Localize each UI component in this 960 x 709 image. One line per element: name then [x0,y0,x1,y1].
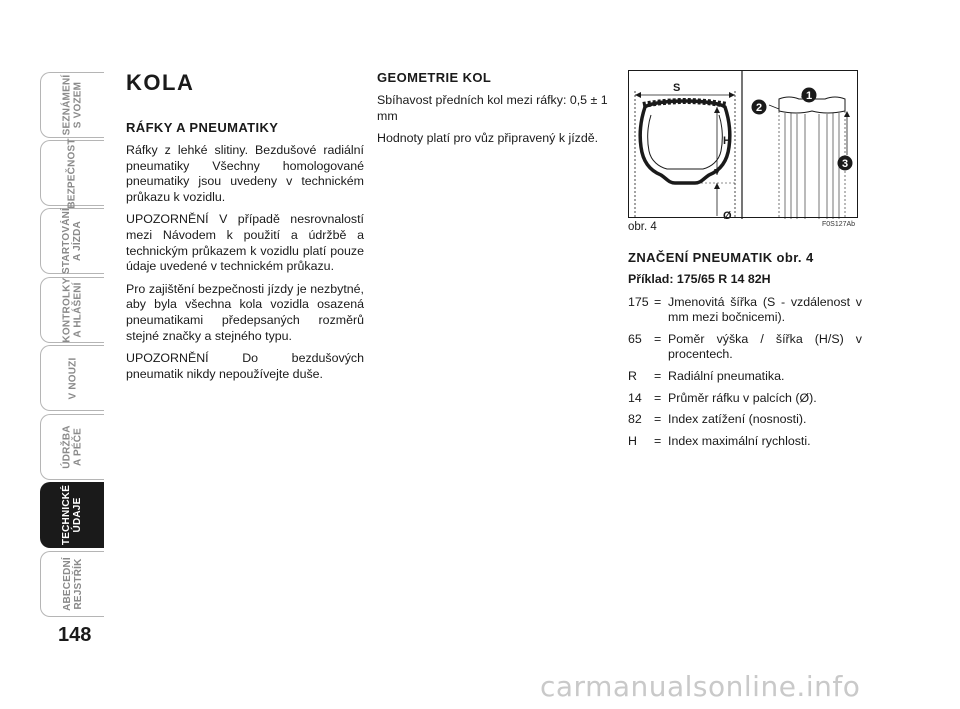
item-eq: = [654,294,662,309]
page-title: KOLA [126,70,195,95]
item-desc: Index zatížení (nosnosti). [668,412,807,427]
section-heading-znaceni: ZNAČENÍ PNEUMATIK obr. 4 [628,250,814,265]
callout-3: 3 [841,158,849,170]
paragraph: UPOZORNĚNÍ V případě nesrovnalostí mezi Návodem k použití a údržbě a technickým průkazem k vozidlu platí pouze údaje uvedené v technickém průkazu. [126,212,364,274]
tab-label: SEZNÁMENÍ S VOZEM [61,74,84,136]
tab-v-nouzi[interactable] [40,345,104,411]
list-item [628,369,862,385]
label-h: H [723,135,731,147]
list-item [628,412,862,428]
tab-startovani-a-jizda[interactable] [40,208,104,274]
tire-marking-section [628,250,862,455]
list-item [628,295,862,326]
paragraph: Hodnoty platí pro vůz připravený k jízdě. [377,131,599,146]
item-desc: Index maximální rychlosti. [668,433,811,448]
section-heading-rafky: RÁFKY A PNEUMATIKY [126,120,279,135]
label-s: S [673,82,681,94]
paragraph: UPOZORNĚNÍ Do bezdušových pneumatik nikdy nepoužívejte duše. [126,351,364,381]
tab-abecedni-rejstrik[interactable] [40,551,104,617]
figure-caption: obr. 4 [628,221,657,233]
item-eq: = [654,390,662,405]
item-code: H [628,433,637,448]
item-eq: = [654,433,662,448]
item-code: 175 [628,294,649,309]
item-desc: Jmenovitá šířka (S - vzdálenost v mm mezi bočnicemi). [668,294,862,325]
item-eq: = [654,368,662,383]
tab-technicke-udaje[interactable] [40,482,104,548]
paragraph: Ráfky z lehké slitiny. Bezdušové radiální pneumatiky Všechny homologované pneumatiky jsou uvedeny v technickém průkazu k vozidlu. [126,143,364,204]
item-desc: Průměr ráfku v palcích (Ø). [668,390,817,405]
tire-diagram [628,70,858,218]
paragraph: Sbíhavost předních kol mezi ráfky: 0,5 ± 1 mm [377,93,608,123]
tab-label: BEZPEČNOST [67,137,78,209]
item-code: 65 [628,331,642,346]
item-desc: Radiální pneumatika. [668,368,785,383]
tab-label: TECHNICKÉ ÚDAJE [61,484,84,546]
callout-1: 1 [805,90,813,102]
column-kola [126,70,364,389]
tab-udrzba-a-pece[interactable] [40,414,104,480]
item-code: R [628,368,637,383]
section-heading-geometrie: GEOMETRIE KOL [377,70,492,85]
item-eq: = [654,412,662,427]
callout-2: 2 [755,102,763,114]
paragraph: Pro zajištění bezpečnosti jízdy je nezbytné, aby byla všechna kola vozidla osazená pneumatikami předepsaných rozměrů stejné značky a stejného typu. [126,281,364,343]
tab-label: ABECEDNÍ REJSTŘÍK [61,557,84,611]
item-code: 14 [628,390,642,405]
column-geometrie [377,70,613,154]
page-number: 148 [58,624,92,646]
tire-example: Příklad: 175/65 R 14 82H [628,272,771,286]
item-desc: Poměr výška / šířka (H/S) v procentech. [668,331,862,362]
list-item [628,434,862,450]
figure-code: F0S127Ab [822,221,856,228]
item-eq: = [654,331,662,346]
label-diameter: Ø [723,210,732,219]
list-item [628,391,862,407]
tab-label: ÚDRŽBA A PÉČE [61,425,84,469]
tab-label: V NOUZI [67,357,78,399]
tab-label: KONTROLKY A HLÁŠENÍ [61,277,84,343]
tab-seznameni-s-vozem[interactable] [40,72,104,138]
item-code: 82 [628,412,642,427]
list-item [628,332,862,363]
tire-diagram-svg [629,71,859,219]
watermark: carmanualsonline.info [540,670,861,703]
tab-bezpecnost[interactable] [40,137,104,209]
tab-label: STARTOVÁNÍ A JÍZDA [61,207,84,275]
tab-kontrolky-a-hlaseni[interactable] [40,277,104,343]
